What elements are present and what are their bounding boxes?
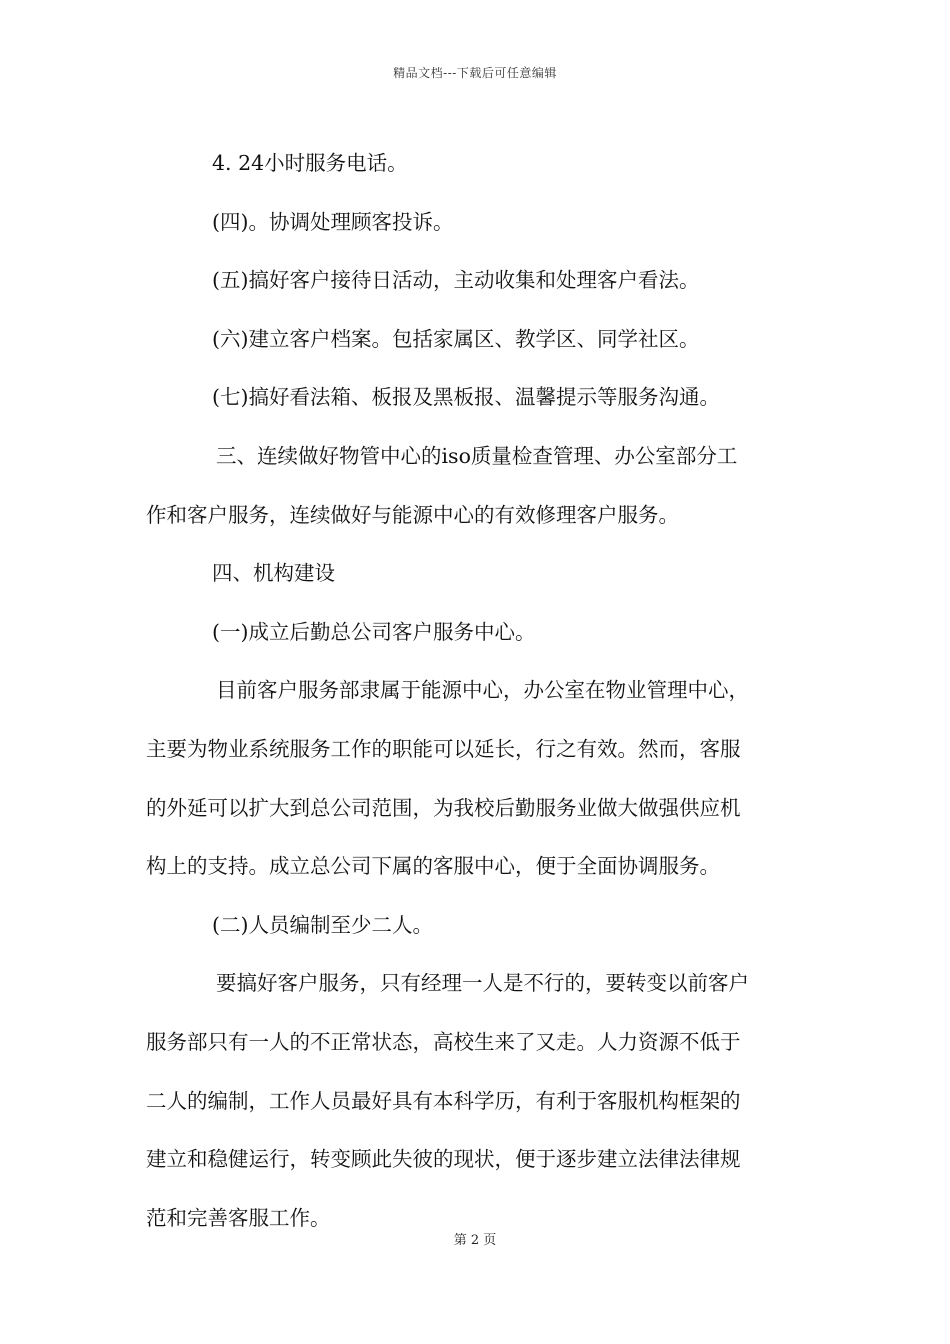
paragraph-line: (六)建立客户档案。包括家属区、教学区、同学社区。 — [212, 326, 700, 351]
paragraph-line: (二)人员编制至少二人。 — [212, 912, 433, 937]
paragraph-line: (四)。协调处理顾客投诉。 — [212, 209, 454, 234]
page-number: 第 2 页 — [453, 1233, 497, 1248]
paragraph-line: 建立和稳健运行，转变顾此失彼的现状，便于逐步建立法律法律规 — [146, 1147, 741, 1172]
paragraph-line: 范和完善客服工作。 — [146, 1205, 331, 1230]
document-body — [146, 134, 806, 1247]
paragraph-line: 二人的编制，工作人员最好具有本科学历，有利于客服机构框架的 — [146, 1088, 741, 1113]
paragraph-line: (七)搞好看法箱、板报及黑板报、温馨提示等服务沟通。 — [212, 385, 720, 410]
paragraph-line: 构上的支持。成立总公司下属的客服中心，便于全面协调服务。 — [146, 854, 720, 879]
paragraph-line: 的外延可以扩大到总公司范围，为我校后勤服务业做大做强供应机 — [146, 795, 741, 820]
page-header: 精品文档---下载后可任意编辑 — [393, 66, 557, 80]
paragraph-line: 服务部只有一人的不正常状态，高校生来了又走。人力资源不低于 — [146, 1029, 741, 1054]
paragraph-line: (五)搞好客户接待日活动，主动收集和处理客户看法。 — [212, 268, 700, 293]
paragraph-line: 三、连续做好物管中心的iso质量检查管理、办公室部分工 — [216, 443, 738, 468]
paragraph-line: 主要为物业系统服务工作的职能可以延长，行之有效。然而，客服 — [146, 736, 741, 761]
section-heading: 四、机构建设 — [212, 561, 335, 586]
paragraph-line: 4. 24小时服务电话。 — [212, 151, 408, 175]
paragraph-line: 目前客户服务部隶属于能源中心，办公室在物业管理中心， — [216, 678, 749, 703]
paragraph-line: 作和客户服务，连续做好与能源中心的有效修理客户服务。 — [146, 502, 679, 527]
paragraph-line: (一)成立后勤总公司客户服务中心。 — [212, 619, 536, 644]
paragraph-line: 要搞好客户服务，只有经理一人是不行的，要转变以前客户 — [216, 971, 749, 996]
